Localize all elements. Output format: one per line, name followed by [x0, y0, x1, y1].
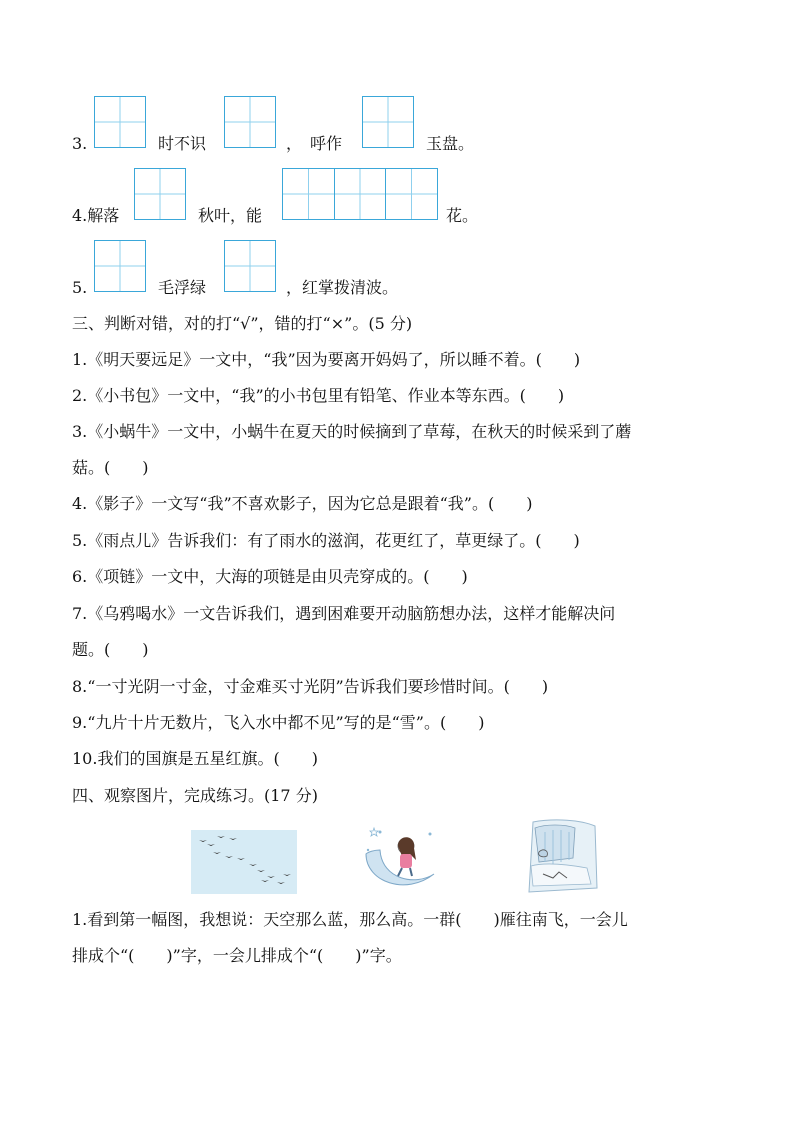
- judge-item: 7.《乌鸦喝水》一文告诉我们，遇到困难要开动脑筋想办法，这样才能解决问: [72, 604, 616, 623]
- q4-number: 4.解落: [72, 206, 120, 225]
- tian-grid-box[interactable]: [224, 240, 276, 292]
- tian-grid-box[interactable]: [224, 96, 276, 148]
- tian-grid-row[interactable]: [282, 168, 438, 220]
- tian-grid-cell[interactable]: [386, 169, 437, 219]
- tian-grid-box[interactable]: [94, 96, 146, 148]
- tian-grid-box[interactable]: [94, 240, 146, 292]
- q3-text-2: ， 呼作: [286, 134, 343, 153]
- q4-text-2: 花。: [446, 206, 479, 225]
- q5-text-1: 毛浮绿: [158, 278, 207, 297]
- judge-item: 5.《雨点儿》告诉我们：有了雨水的滋润，花更红了，草更绿了。( ): [72, 531, 580, 550]
- q3-number: 3.: [72, 134, 88, 153]
- section-4-q1-line-2: 排成个“( )”字，一会儿排成个“( )”字。: [72, 946, 402, 965]
- section-3-heading: 三、判断对错，对的打“√”，错的打“×”。(5 分): [72, 314, 413, 333]
- judge-item: 4.《影子》一文写“我”不喜欢影子，因为它总是跟着“我”。( ): [72, 494, 533, 513]
- judge-item: 9.“九片十片无数片，飞入水中都不见”写的是“雪”。( ): [72, 713, 485, 732]
- tian-grid-box[interactable]: [362, 96, 414, 148]
- geese-picture: [191, 830, 297, 894]
- moon-girl-picture: [360, 820, 440, 896]
- judge-item: 1.《明天要远足》一文中，“我”因为要离开妈妈了，所以睡不着。( ): [72, 350, 581, 369]
- waterfall-picture: [525, 818, 601, 896]
- tian-grid-cell[interactable]: [283, 169, 335, 219]
- judge-item: 8.“一寸光阴一寸金，寸金难买寸光阴”告诉我们要珍惜时间。( ): [72, 677, 549, 696]
- q4-text-1: 秋叶，能: [198, 206, 263, 225]
- judge-item-cont: 菇。( ): [72, 458, 149, 477]
- judge-item-cont: 题。( ): [72, 640, 149, 659]
- judge-item: 10.我们的国旗是五星红旗。( ): [72, 749, 318, 768]
- tian-grid-cell[interactable]: [335, 169, 387, 219]
- tian-grid-box[interactable]: [134, 168, 186, 220]
- q3-text-3: 玉盘。: [426, 134, 475, 153]
- section-4-q1-line-1: 1.看到第一幅图，我想说：天空那么蓝，那么高。一群( )雁往南飞，一会儿: [72, 910, 628, 929]
- judge-item: 2.《小书包》一文中，“我”的小书包里有铅笔、作业本等东西。( ): [72, 386, 565, 405]
- q5-text-2: ，红掌拨清波。: [286, 278, 399, 297]
- q5-number: 5.: [72, 278, 88, 297]
- q3-text-1: 时不识: [158, 134, 207, 153]
- judge-item: 6.《项链》一文中，大海的项链是由贝壳穿成的。( ): [72, 567, 468, 586]
- section-4-heading: 四、观察图片，完成练习。(17 分): [72, 786, 318, 805]
- judge-item: 3.《小蜗牛》一文中，小蜗牛在夏天的时候摘到了草莓，在秋天的时候采到了蘑: [72, 422, 632, 441]
